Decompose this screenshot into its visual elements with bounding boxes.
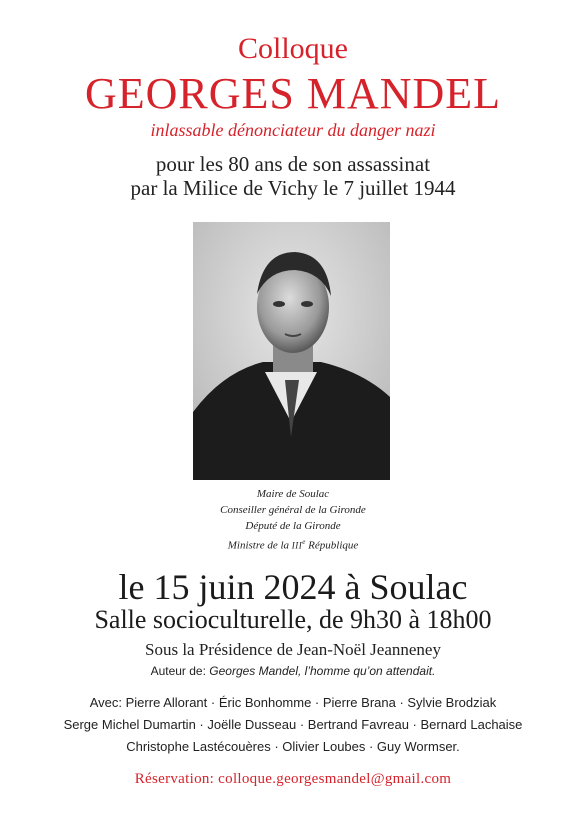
speakers-line-1: Avec: Pierre Allorant · Éric Bonhomme · Pierre Brana · Sylvie Brodziak [89, 695, 497, 710]
author-note [0, 664, 586, 678]
author-prefix: Auteur de: [150, 664, 210, 678]
speakers-line-3: Christophe Lastécouères · Olivier Loubes · Guy Wormser. [126, 739, 460, 754]
portrait-illustration [193, 222, 390, 480]
caption-line-4 [0, 534, 586, 554]
caption-line-4-prefix: Ministre de la [227, 539, 292, 552]
occasion-line-1: pour les 80 ans de son assassinat [155, 152, 431, 176]
caption-line-3: Député de la Gironde [245, 520, 341, 532]
event-venue: Salle socioculturelle, de 9h30 à 18h00 [94, 605, 492, 634]
portrait-photo [193, 222, 390, 480]
caption-line-2: Conseiller général de la Gironde [220, 504, 366, 516]
subtitle: inlassable dénonciateur du danger nazi [150, 120, 436, 140]
event-date: le 15 juin 2024 à Soulac [118, 567, 468, 607]
author-book-title: Georges Mandel, l’homme qu’on attendait. [209, 664, 436, 678]
speakers-list [0, 692, 586, 758]
reservation-link[interactable]: Réservation: colloque.georgesmandel@gmail.com [134, 771, 452, 787]
event-kicker: Colloque [238, 32, 348, 65]
occasion-text [0, 152, 586, 200]
caption-roman-numeral: III [291, 540, 303, 551]
occasion-line-2: par la Milice de Vichy le 7 juillet 1944 [130, 176, 456, 200]
event-presidence: Sous la Présidence de Jean-Noël Jeanneney [145, 640, 441, 659]
portrait-caption [0, 486, 586, 554]
caption-line-4-suffix: République [305, 539, 359, 552]
caption-superscript: e [302, 538, 306, 546]
page-title: GEORGES MANDEL [84, 69, 502, 118]
caption-line-1: Maire de Soulac [256, 488, 330, 500]
speakers-line-2: Serge Michel Dumartin · Joëlle Dusseau · Bertrand Favreau · Bernard Lachaise [63, 717, 523, 732]
